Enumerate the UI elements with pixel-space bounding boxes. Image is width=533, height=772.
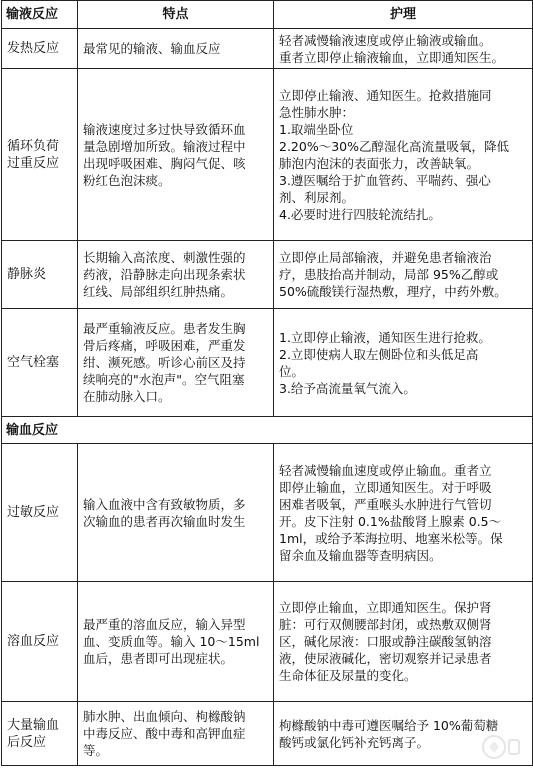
reaction-care: 立即停止输液、通知医生。抢救措施同 急性肺水肿： 1.取端坐卧位 2.20%～30%乙醇湿化高流量吸氧，降低 肺泡内泡沫的表面张力，改善缺氧。 3.遵医嘱给于扩血管药、平喘药、强心 剂、利尿剂。 4.必要时进行四肢轮流结扎。 — [274, 69, 533, 241]
reaction-care: 枸橼酸钠中毒可遵医嘱给予 10%葡萄糖 酸钙或氯化钙补充钙离子。 — [274, 702, 533, 766]
reaction-name: 循环负荷 过重反应 — [2, 69, 78, 241]
reaction-care: 立即停止局部输液，并避免患者输液治 疗，患肢抬高并制动，局部 95%乙醇或 50%硫酸镁行湿热敷，理疗，中药外敷。 — [274, 241, 533, 309]
header-features: 特点 — [78, 1, 274, 29]
reaction-features: 肺水肿、出血倾向、枸橼酸钠 中毒反应、酸中毒和高钾血症 等。 — [78, 702, 274, 766]
header-care: 护理 — [274, 1, 533, 29]
reaction-name: 静脉炎 — [2, 241, 78, 309]
reaction-name: 溶血反应 — [2, 582, 78, 702]
table-row — [2, 582, 533, 702]
table-header-row — [2, 1, 533, 29]
reaction-features: 最常见的输液、输血反应 — [78, 29, 274, 69]
reaction-features: 最严重的溶血反应，输入异型 血、变质血等。输入 10～15ml 血后，患者即可出现症状。 — [78, 582, 274, 702]
section-title: 输血反应 — [2, 417, 533, 444]
reaction-name: 大量输血 后反应 — [2, 702, 78, 766]
table-row — [2, 241, 533, 309]
reaction-features: 输入血液中含有致敏物质，多 次输血的患者再次输血时发生 — [78, 444, 274, 582]
watermark-icon — [479, 732, 523, 762]
table-row — [2, 69, 533, 241]
reaction-care: 轻者减慢输血速度或停止输血。重者立 即停止输血，立即通知医生。对于呼吸 困难者吸氧，严重喉头水肿进行气管切 开。皮下注射 0.1%盐酸肾上腺素 0.5～ 1ml，或给予苯海拉明、地塞米松等。保 留余血及输血器等查明病因。 — [274, 444, 533, 582]
reaction-features: 输液速度过多过快导致循环血 量急剧增加所致。输液过程中 出现呼吸困难、胸闷气促、咳 粉红色泡沫痰。 — [78, 69, 274, 241]
reaction-features: 最严重输液反应。患者发生胸 骨后疼痛，呼吸困难，严重发 绀、濒死感。听诊心前区及持 续响亮的"水泡声"。空气阻塞 在肺动脉入口。 — [78, 309, 274, 417]
header-reaction: 输液反应 — [2, 1, 78, 29]
reaction-care: 立即停止输血，立即通知医生。保护肾 脏：可行双侧腰部封闭，或热敷双侧肾 区，碱化尿液：口服或静注碳酸氢钠溶 液，使尿液碱化，密切观察并记录患者 生命体征及尿量的变化。 — [274, 582, 533, 702]
reaction-features: 长期输入高浓度、刺激性强的 药液，沿静脉走向出现条索状 红线、局部组织红肿热痛。 — [78, 241, 274, 309]
reaction-name: 空气栓塞 — [2, 309, 78, 417]
reaction-care: 1.立即停止输液，通知医生进行抢救。 2.立即使病人取左侧卧位和头低足高 位。 3.给予高流量氧气流入。 — [274, 309, 533, 417]
reaction-name: 过敏反应 — [2, 444, 78, 582]
table-row — [2, 702, 533, 766]
reaction-name: 发热反应 — [2, 29, 78, 69]
nursing-reaction-table — [1, 0, 533, 766]
table-row — [2, 29, 533, 69]
section-row-transfusion — [2, 417, 533, 444]
reaction-care: 轻者减慢输液速度或停止输液或输血。 重者立即停止输液输血，立即通知医生。 — [274, 29, 533, 69]
table-row — [2, 444, 533, 582]
table-row — [2, 309, 533, 417]
